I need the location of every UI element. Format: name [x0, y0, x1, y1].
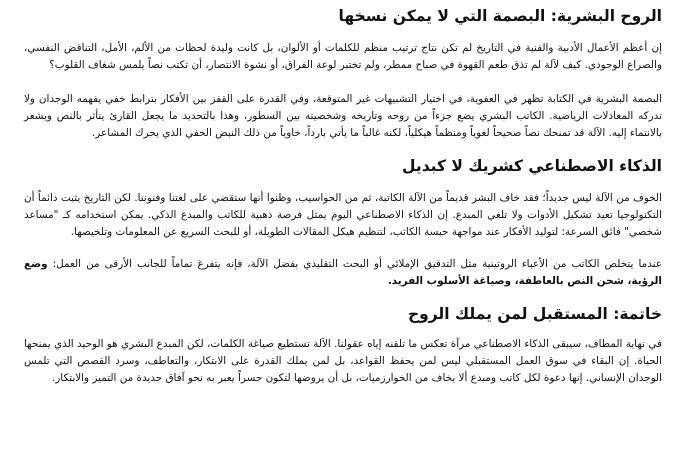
section-heading-conclusion: خاتمة: المستقبل لمن يملك الروح — [407, 305, 662, 323]
section-heading-ai-partner: الذكاء الاصطناعي كشريك لا كبديل — [402, 157, 662, 175]
paragraph-conclusion: في نهاية المطاف، سيبقى الذكاء الاصطناعي مرآة تعكس ما تلقنه إياه عقولنا. الآلة تستطيع صياغة الكلمات، لكن المبدع البشري هو الوحيد الذي يمنحها الحياة. إن البقاء في سوق العمل المستقبلي ليس لمن يحفظ القواعد، بل لمن يملك القدرة على الابتكار، والتعاطف، وسرد القصص التي تلمس الوجدان الإنساني. إنها دعوة لكل كاتب ومبدع ألا يخاف من الخوارزميات، بل أن يروضها لتكون جسراً يعبر به نحو آفاق جديدة من التميز والابتكار. — [24, 338, 662, 384]
paragraph-routine-tasks-emphasis: وضع الرؤية، شحن النص بالعاطفة، وصياغة الأسلوب الفريد. — [24, 258, 662, 287]
paragraph-intro: إن أعظم الأعمال الأدبية والفنية في التاريخ لم تكن نتاج ترتيب منظم للكلمات أو الألوان، بل كانت وليدة لحظات من الألم، الأمل، التناقض النفسي، والصراع الوجودي. كيف لآلة لم تذق طعم القهوة في صباح ممطر، ولم تختبر لوعة الفراق، أو نشوة الانتصار، أن تكتب نصاً يلمس شغاف القلوب؟ — [24, 42, 662, 71]
paragraph-routine-tasks-lead: عندما يتخلص الكاتب من الأعباء الروتينية مثل التدقيق الإملائي أو البحث التقليدي بفضل الآلة، فإنه يتفرغ تماماً للجانب الأرقى من العمل: — [47, 258, 662, 270]
paragraph-fear-of-machines: الخوف من الآلة ليس جديداً؛ فقد خاف البشر قديماً من الآلة الكاتبة، ثم من الحواسيب، وظنوا أنها ستقضي على لغتنا وفنوننا. لكن التاريخ يثبت دائماً أن التكنولوجيا تعيد تشكيل الأدوات ولا تلغي المبدع. إن الذكاء الاصطناعي اليوم يمثل فرصة ذهبية للكاتب والمبدع الذكي. يمكن استخدامه كـ "مساعد شخصي" فائق السرعة: لتوليد الأفكار عند مواجهة حبسة الكاتب، لتنظيم هيكل المقالات الطويلة، أو للبحث السريع عن المعلومات وتلخيصها. — [24, 192, 662, 238]
paragraph-human-imprint: البصمة البشرية في الكتابة تظهر في العفوية، في اختيار التشبيهات غير المتوقعة، وفي القدرة على القفز بين الأفكار بترابط خفي يفهمه الوجدان ولا تدركه المعادلات الرياضية. الكاتب البشري يضع جزءاً من روحه وتاريخه وشخصيته بين السطور، وهذا بالتحديد ما يجعل القارئ يتأثر بالنص ويشعر بالانتماء إليه. الآلة قد تمنحك نصاً صحيحاً لغوياً ومنظماً هيكلياً، لكنه غالباً ما يأتي بارداً، خاوياً من ذلك النبض الخفي الذي يحرك المشاعر. — [24, 93, 662, 139]
article-title: الروح البشرية: البصمة التي لا يمكن نسخها — [338, 7, 662, 25]
paragraph-routine-tasks — [24, 256, 662, 290]
